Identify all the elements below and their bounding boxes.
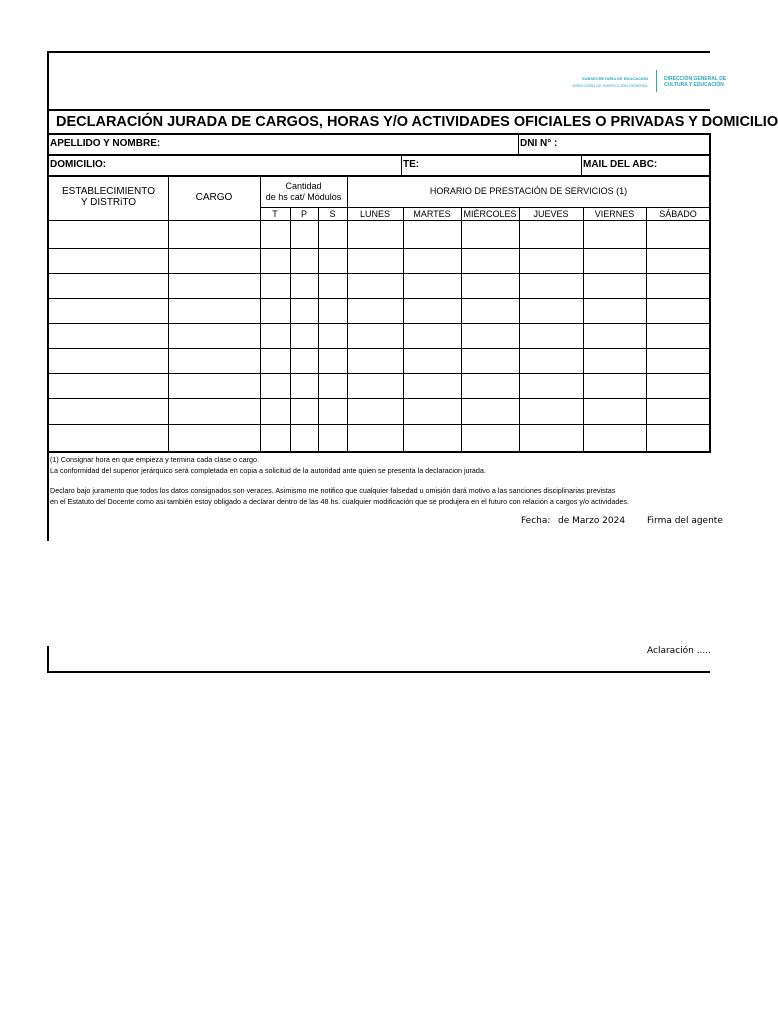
- form-title: DECLARACIÓN JURADA DE CARGOS, HORAS Y/O ACTIVIDADES OFICIALES O PRIVADAS Y DOMICILIO: [56, 114, 778, 130]
- te-divider: [401, 155, 402, 175]
- note-conformidad: La conformidad del superior jerárquico será completada en copia a solicitud de la autoridad ante quien se presenta la declaracion jurada.: [50, 466, 486, 475]
- header-cantidad-line2: de hs cat/ Módulos: [265, 192, 342, 202]
- day-sabado: SÁBADO: [659, 209, 697, 219]
- header-cargo: CARGO: [195, 192, 233, 203]
- dni-label: DNI N° :: [520, 138, 558, 149]
- logo-left-line1: SUBSECRETARÍA DE EDUCACIÓN: [581, 76, 648, 81]
- apellido-row-right: [709, 133, 711, 155]
- column-divider: [519, 207, 520, 452]
- header-cantidad-line1: Cantidad: [285, 181, 322, 191]
- table-row: [48, 398, 710, 399]
- apellido-row-top: [48, 133, 710, 135]
- title-clip: [49, 111, 778, 133]
- subheader-t: T: [272, 209, 278, 219]
- domicilio-label: DOMICILIO:: [50, 159, 107, 170]
- dni-divider: [518, 134, 519, 154]
- column-divider: [583, 207, 584, 452]
- domicilio-row-top: [48, 154, 710, 156]
- header-establecimiento-line1: ESTABLECIMIENTO: [62, 186, 155, 197]
- column-divider: [646, 207, 647, 452]
- header-establecimiento-line2: Y DISTRiTO: [80, 197, 137, 208]
- aclaracion-label: Aclaración .....: [647, 646, 712, 656]
- column-divider: [461, 207, 462, 452]
- header-cantidad: [260, 181, 347, 203]
- mail-label: MAIL DEL ABC:: [583, 159, 658, 170]
- table-row: [48, 373, 710, 374]
- frame-top-border: [48, 51, 710, 53]
- table-row: [48, 348, 710, 349]
- declaration-line2: en el Estatuto del Docente como asi también estoy obligado a declarar dentro de las 48 hs. cualquier modificación que se produjera en el futuro con relación a cargos y/o actividades.: [50, 497, 629, 506]
- table-bottom-border: [48, 451, 710, 453]
- frame-left-border-lower: [47, 646, 49, 673]
- te-label: TE:: [403, 159, 420, 170]
- day-lunes: LUNES: [359, 209, 390, 219]
- declaration-line1: Declaro bajo juramento que todos los datos consignados son veraces. Asimismo me notifico que cualquier falsedad u omisión dará motivo a las sanciones disciplinarias previstas: [50, 486, 616, 495]
- logo-divider: [656, 70, 657, 92]
- table-row: [48, 323, 710, 324]
- column-divider: [318, 207, 319, 452]
- firma-label: Firma del agente: [647, 516, 723, 526]
- header-horario: HORARIO DE PRESTACIÓN DE SERVICIOS (1): [429, 186, 628, 196]
- table-row: [48, 298, 710, 299]
- column-divider: [290, 207, 291, 452]
- day-viernes: VIERNES: [594, 209, 635, 219]
- column-divider: [347, 176, 348, 452]
- column-divider: [260, 176, 261, 452]
- logo-right-line1: DIRECCIÓN GENERAL DE: [664, 76, 727, 82]
- table-row: [48, 424, 710, 425]
- column-divider: [403, 207, 404, 452]
- frame-bottom-border: [48, 671, 710, 673]
- fecha-label: Fecha:: [521, 516, 551, 526]
- day-miercoles: MIÉRCOLES: [463, 209, 517, 219]
- table-row: [48, 248, 710, 249]
- table-top-border: [48, 175, 710, 177]
- logo-left-line2: DIRECCIÓN DE INSPECCIÓN GENERAL: [572, 83, 648, 88]
- subheader-p: P: [300, 209, 307, 219]
- note-consignar: (1) Consignar hora en que empieza y termina cada clase o cargo.: [50, 455, 259, 464]
- day-jueves: JUEVES: [533, 209, 569, 219]
- domicilio-row-right: [709, 154, 711, 176]
- header-establecimiento: [49, 186, 168, 208]
- logo-right-line2: CULTURA Y EDUCACIÓN: [664, 82, 724, 88]
- mail-divider: [581, 155, 582, 175]
- day-martes: MARTES: [413, 209, 451, 219]
- subheader-s: S: [329, 209, 336, 219]
- table-row: [48, 273, 710, 274]
- column-divider: [168, 176, 169, 452]
- fecha-value: de Marzo 2024: [558, 516, 626, 526]
- apellido-label: APELLIDO Y NOMBRE:: [50, 138, 161, 149]
- subheader-top-line: [260, 207, 710, 208]
- table-right-border: [709, 175, 711, 453]
- header-bottom-line: [48, 220, 710, 221]
